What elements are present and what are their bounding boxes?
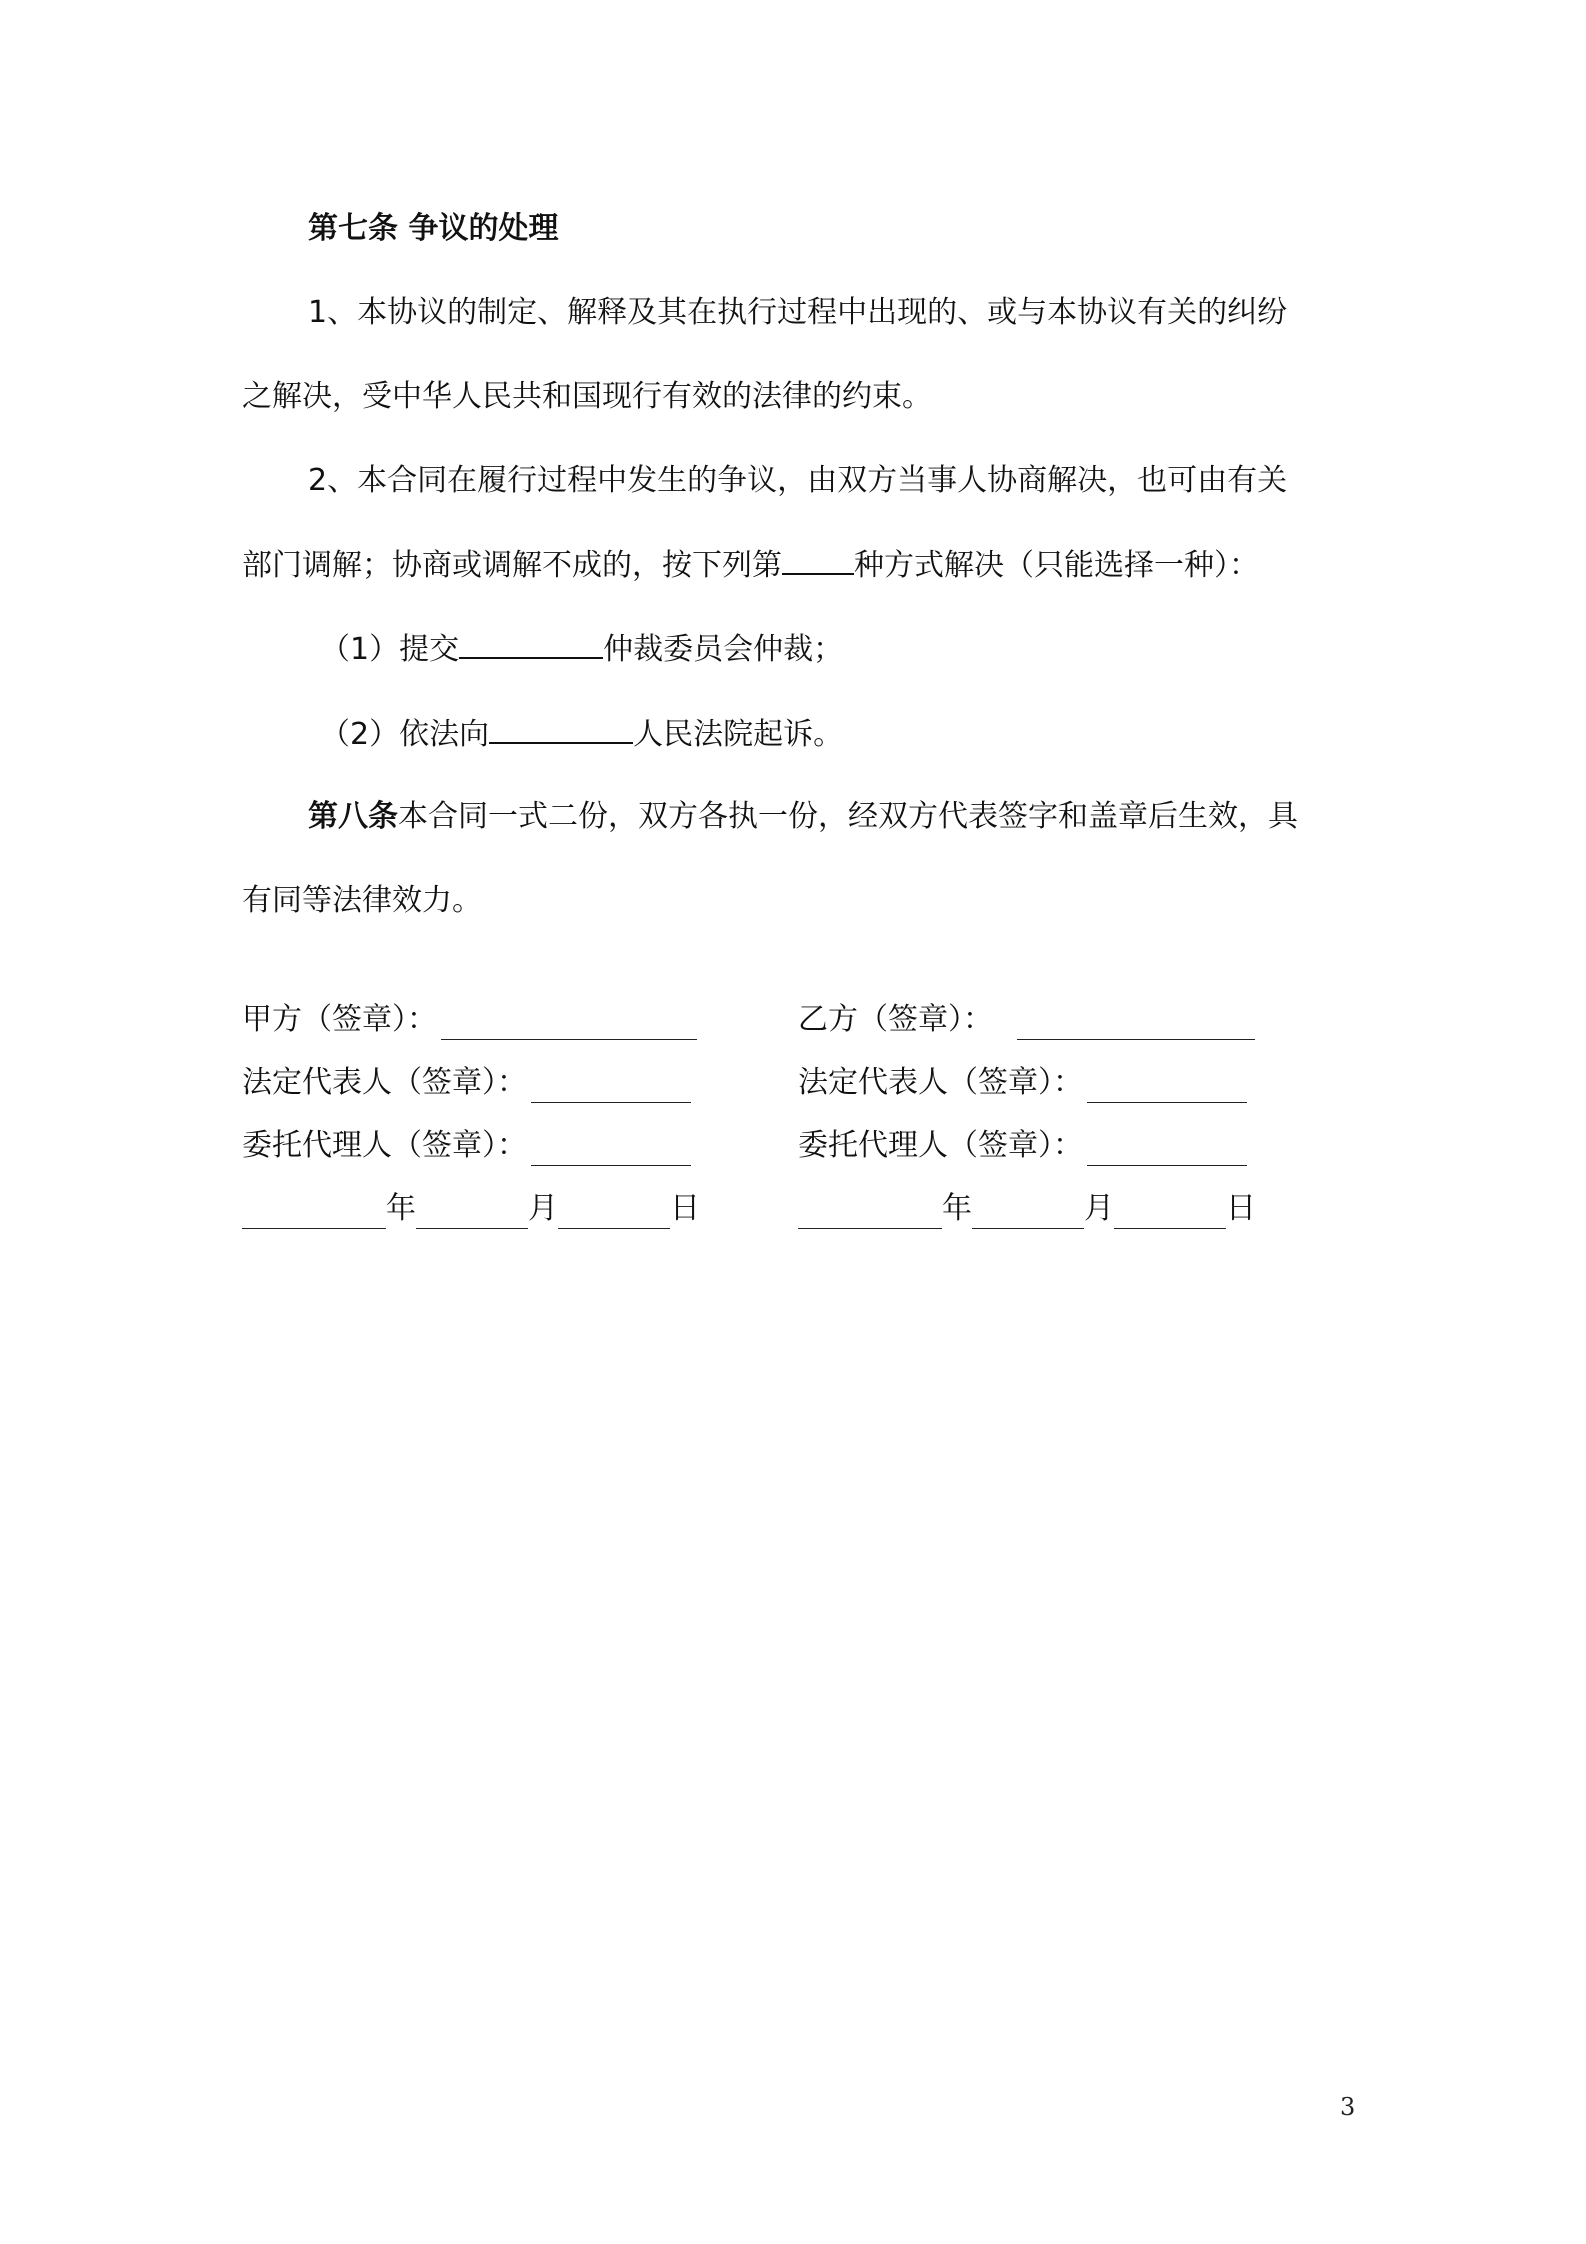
party-a-agent-label: 委托代理人（签章）： [242,1128,527,1163]
option-1-suffix: 仲裁委员会仲裁； [603,632,844,667]
option-2 [320,714,1440,755]
party-a-year-label: 年 [386,1191,416,1226]
party-a-sign-label: 甲方（签章）： [242,1002,437,1037]
party-b-legal-rep-label: 法定代表人（签章）： [798,1065,1083,1100]
party-b-date-row [798,1189,1256,1229]
article7-para2-line2-a: 部门调解；协商或调解不成的，按下列第 [242,548,782,583]
party-a-year-line [242,1198,386,1229]
article7-para2-line2 [242,545,1362,586]
party-a-legal-rep-row [242,1063,691,1103]
party-a-day-label: 日 [670,1191,700,1226]
party-a-sign-row [242,1000,697,1040]
party-a-day-line [558,1198,670,1229]
party-b-day-line [1114,1198,1226,1229]
party-b-legal-rep-row [798,1063,1247,1103]
method-choice-blank [782,545,854,575]
option-2-suffix: 人民法院起诉。 [633,717,844,752]
court-blank [489,714,633,744]
party-a-sign-line [441,1009,697,1040]
party-b-sign-label: 乙方（签章）： [798,1002,993,1037]
party-b-day-label: 日 [1226,1191,1256,1226]
article8-line1-rest: 本合同一式二份，双方各执一份，经双方代表签字和盖章后生效，具 [398,799,1298,834]
party-a-month-label: 月 [528,1191,558,1226]
party-b-sign-line [1017,1009,1255,1040]
article7-para1-line2: 之解决，受中华人民共和国现行有效的法律的约束。 [242,379,932,414]
article8-line2: 有同等法律效力。 [242,883,482,918]
party-a-legal-rep-line [531,1072,691,1103]
party-a-legal-rep-label: 法定代表人（签章）： [242,1065,527,1100]
party-b-agent-row [798,1126,1247,1166]
party-b-month-label: 月 [1084,1191,1114,1226]
article7-para1-line1: 1、本协议的制定、解释及其在执行过程中出现的、或与本协议有关的纠纷 [308,295,1288,330]
party-a-month-line [416,1198,528,1229]
party-b-month-line [972,1198,1084,1229]
page-number: 3 [1340,2093,1356,2121]
arbitration-blank [459,629,603,659]
article7-heading: 第七条 争议的处理 [308,211,559,246]
party-b-agent-label: 委托代理人（签章）： [798,1128,1083,1163]
party-b-agent-line [1087,1135,1247,1166]
option-1-prefix: （1）提交 [320,632,460,667]
article8-heading: 第八条 [308,799,398,834]
option-2-prefix: （2）依法向 [320,717,490,752]
party-a-agent-line [531,1135,691,1166]
article7-para2-line1: 2、本合同在履行过程中发生的争议，由双方当事人协商解决，也可由有关 [308,463,1288,498]
option-1 [320,629,1440,670]
party-b-sign-row [798,1000,1255,1040]
party-b-legal-rep-line [1087,1072,1247,1103]
article8-line1 [308,797,1428,837]
article7-para2-line2-b: 种方式解决（只能选择一种）： [854,548,1259,583]
party-b-year-line [798,1198,942,1229]
party-a-date-row [242,1189,700,1229]
party-a-agent-row [242,1126,691,1166]
party-b-year-label: 年 [942,1191,972,1226]
